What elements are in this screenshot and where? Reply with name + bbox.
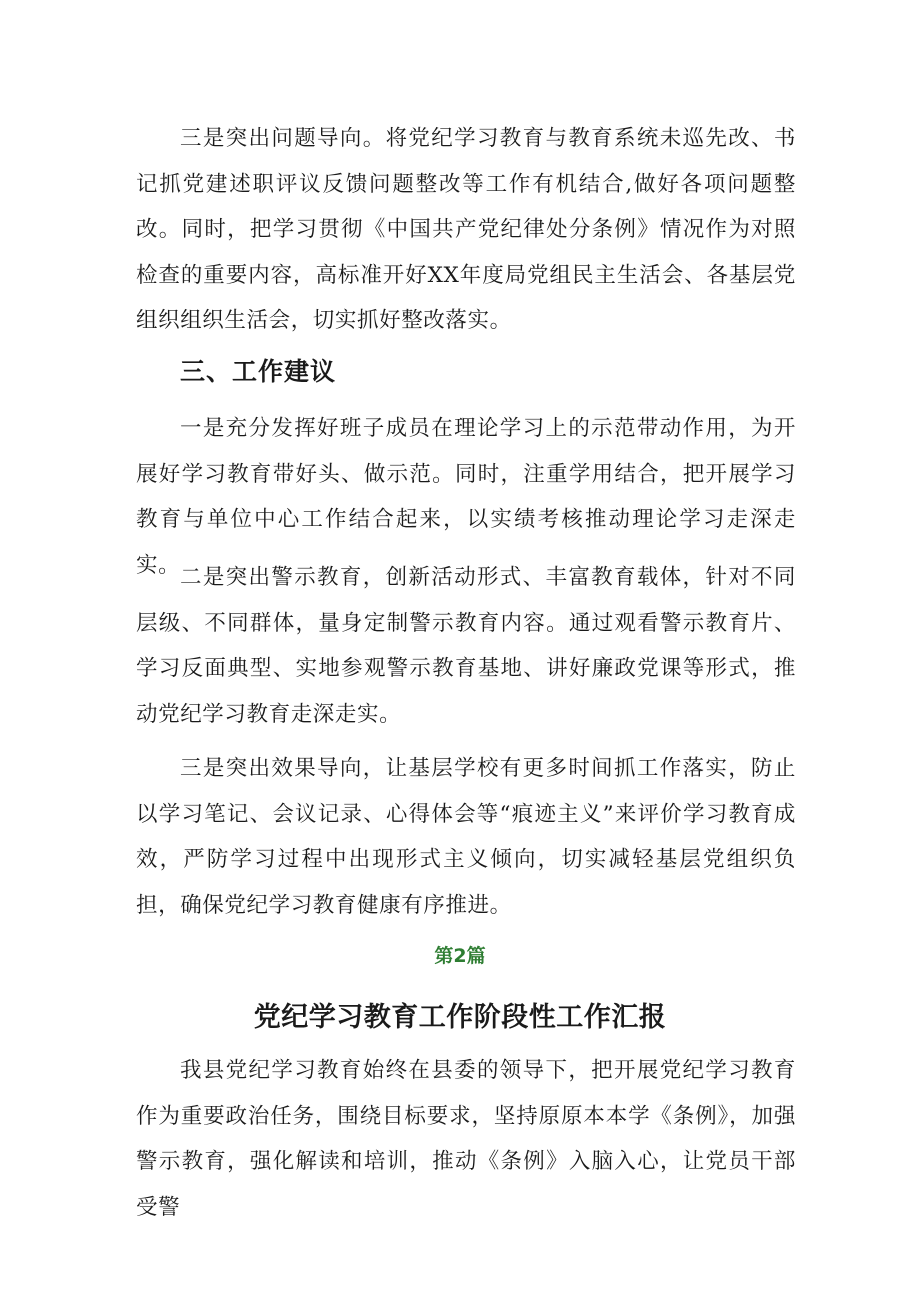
document-title: 党纪学习教育工作阶段性工作汇报 (253, 1002, 667, 1033)
paragraph-report-intro: 我县党纪学习教育始终在县委的领导下，把开展党纪学习教育作为重要政治任务，围绕目标要求，坚持原原本本学《条例》，加强警示教育，强化解读和培训，推动《条例》入脑入心，让党员干部受警 (136, 1058, 796, 1220)
section-heading-work-suggestions: 三、工作建议 (180, 357, 337, 386)
paragraph-suggestion-three: 三是突出效果导向，让基层学校有更多时间抓工作落实，防止以学习笔记、会议记录、心得体会等“痕迹主义”来评价学习教育成效，严防学习过程中出现形式主义倾向，切实减轻基层党组织负担，确保党纪学习教育健康有序推进。 (136, 756, 796, 918)
chapter-label: 第2篇 (434, 945, 486, 967)
paragraph-problem-orientation: 三是突出问题导向。将党纪学习教育与教育系统未巡先改、书记抓党建述职评议反馈问题整改等工作有机结合,做好各项问题整改。同时，把学习贯彻《中国共产党纪律处分条例》情况作为对照检查的重要内容，高标准开好XX年度局党组民主生活会、各基层党组织组织生活会，切实抓好整改落实。 (136, 126, 796, 333)
paragraph-suggestion-one: 一是充分发挥好班子成员在理论学习上的示范带动作用，为开展好学习教育带好头、做示范。同时，注重学用结合，把开展学习教育与单位中心工作结合起来，以实绩考核推动理论学习走深走实。 (136, 416, 796, 578)
paragraph-suggestion-two: 二是突出警示教育，创新活动形式、丰富教育载体，针对不同层级、不同群体，量身定制警示教育内容。通过观看警示教育片、学习反面典型、实地参观警示教育基地、讲好廉政党课等形式，推动党纪学习教育走深走实。 (136, 565, 796, 727)
